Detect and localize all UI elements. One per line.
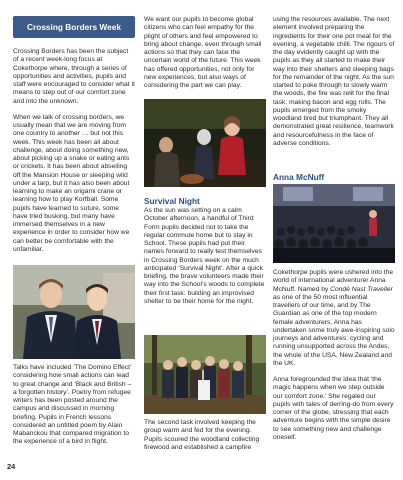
anna-intro-paragraph — [273, 269, 395, 368]
survival-night-paragraph: As the sun was setting on a calm October afternoon, a handful of Third Form pupils decided not to take the regular commute home but to stay in School. These pupils had put their names forward to really test themselves in Crossing Borders week on the much anticipated ‘Survival Night’. After a quick briefing, the brave volunteers made their way into the School’s woods to complete their first task: building an improvised shelter to be their home for the night. — [144, 207, 265, 305]
survival-night-heading: Survival Night — [144, 196, 200, 206]
column-2-top — [144, 16, 266, 90]
crossing-borders-paragraph: When we talk of crossing borders, we usually mean that we are moving from one country to another … but not this week. This week has been all about challenge, about doing something new, about picking up a snake or eating ants or crickets. It has been about abseiling off the Mansion House or sleeping wild under a tarp, but it has also been about learning to make an origami crane or learning how to play Korfball. Some pupils have learned to suture, some have tried busking, but many have immersed themselves in a new experience in order to consider how we can better be comfortable with the unfamiliar. — [13, 113, 130, 253]
column-2-middle — [144, 207, 266, 306]
section-header: Crossing Borders Week — [13, 16, 135, 38]
column-1-bottom — [13, 364, 135, 447]
page-number: 24 — [7, 462, 16, 471]
campfire-photo — [144, 99, 266, 187]
anna-mcnuff-heading: Anna McNuff — [273, 172, 325, 182]
column-2-bottom — [144, 419, 266, 452]
anna-magic-paragraph: Anna foregrounded the idea that ‘the magic happens when we step outside our comfort zone.’ She regaled our pupils with tales of derring-do from every corner of the globe, stressing that each adventure begins with the simple desire to see something new and challenge oneself. — [273, 376, 394, 441]
column-1-top — [13, 48, 135, 254]
column-3-top — [273, 16, 395, 148]
intro-paragraph: Crossing Borders has been the subject of a recent week-long focus at Cokethorpe where, through a series of opportunities and activities, pupils and staff were encouraged to consider what it means to step out of our comfort zone and into the unknown. — [13, 48, 135, 105]
survival-continued-paragraph: using the resources available. The next element involved preparing the ingredients for their one pot meal for the evening, a vegetable chilli. The rigours of the day evidently caught up with the pupils as they all started to make their way into their shelters and sleeping bags for the remainder of the night. As the sun started to poke through to slowly warm the woods, the fire was relit for the final task: making bacon and egg rolls. The pupils emerged from the smoky woodland tired but triumphant. They all demonstrated great resilience, teamwork and resourcefulness in the face of adverse conditions. — [273, 16, 395, 147]
global-citizens-paragraph: We want our pupils to become global citizens who can feel empathy for the plight of others and feel empowered to bring about change, even through small actions so that they can face the uncertain world of the future. This week has offered opportunities, not only for new experiences, but also ways of considering the part we can play. — [144, 16, 262, 89]
conde-nast-traveller: Condé Nast Traveller — [330, 285, 393, 293]
column-3-middle — [273, 269, 395, 442]
anna-talk-photo — [273, 184, 395, 263]
woodland-group-photo — [144, 335, 266, 414]
anna-intro-part-2: as one of the 50 most influential travellers of our time, and by The Guardian as one of the top modern female adventurers, Anna has undertaken some truly awe-inspiring solo journeys and adventures: cycling and running unsupported across the Andes, the whole of the USA, New Zealand and the UK. — [273, 293, 395, 367]
campfire-paragraph: The second task involved keeping the group warm and fed for the evening. Pupils scoured the woodland collecting firewood and established a campfire — [144, 419, 260, 451]
talks-paragraph: Talks have included ‘The Domino Effect’ considering how small actions can lead to great change and ‘Black and British – a forgotten history’. Poetry from refugee writers has been posted around the campus and discussed in morning briefing. Pupils in French lessons considered an untitled poem by Alain Mabanckou that compared migration to the experience of a bird in flight. — [13, 364, 132, 446]
boys-portrait-photo — [13, 265, 135, 359]
anna-intro-part-1: Cokethorpe pupils were ushered into the world of international adventurer Anna McNuff. Named by — [273, 269, 394, 293]
